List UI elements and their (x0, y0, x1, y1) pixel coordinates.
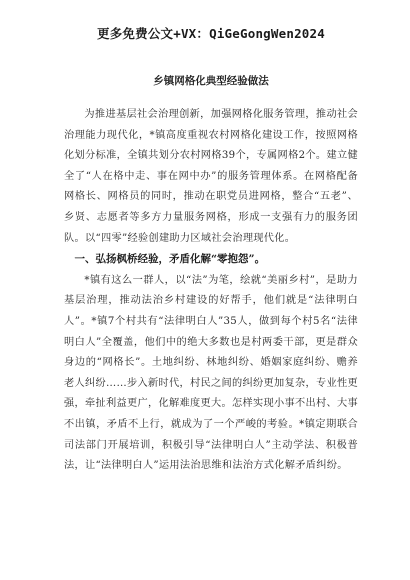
promo-banner: 更多免费公文+VX：QiGeGongWen2024 (97, 26, 325, 41)
section-1-paragraph: *镇有这么一群人，以“法”为笔，绘就“美丽乡村”，是助力基层治理，推动法治乡村建设的好帮手，他们就是“法律明白人”。*镇7个村共有“法律明白人”35人，做到每个村5名“法律明白人”全覆盖，他们中的绝大多数也是村两委干部，更是群众身边的“网格长”。土地纠纷、林地纠纷、婚姻家庭纠纷、赡养老人纠纷……步入新时代，村民之间的纠纷更加复杂，专业性更强，牵扯利益更广，化解难度更大。怎样实现小事不出村、大事不出镇，矛盾不上行，就成为了一个严峻的考验。*镇定期联合司法部门开展培训，积极引导“法律明白人”主动学法、积极普法，让“法律明白人”运用法治思维和法治方式化解矛盾纠纷。 (64, 274, 358, 472)
intro-paragraph: 为推进基层社会治理创新，加强网格化服务管理，推动社会治理能力现代化，*镇高度重视农村网格化建设工作，按照网格化划分标准，全镇共划分农村网格39个，专属网格2个。建立健全了“人在格中走、事在网中办”的服务管理体系。在网格配备网格长、网格员的同时，推动在职党员进网格，整合“五老”、乡贤、志愿者等多方力量服务网格，形成一支强有力的服务团队。以“四零”经验创建助力区域社会治理现代化。 (64, 109, 358, 244)
section-heading-1: 一、弘扬枫桥经验，矛盾化解“零抱怨”。 (74, 253, 266, 266)
document-title: 乡镇网格化典型经验做法 (153, 75, 269, 87)
